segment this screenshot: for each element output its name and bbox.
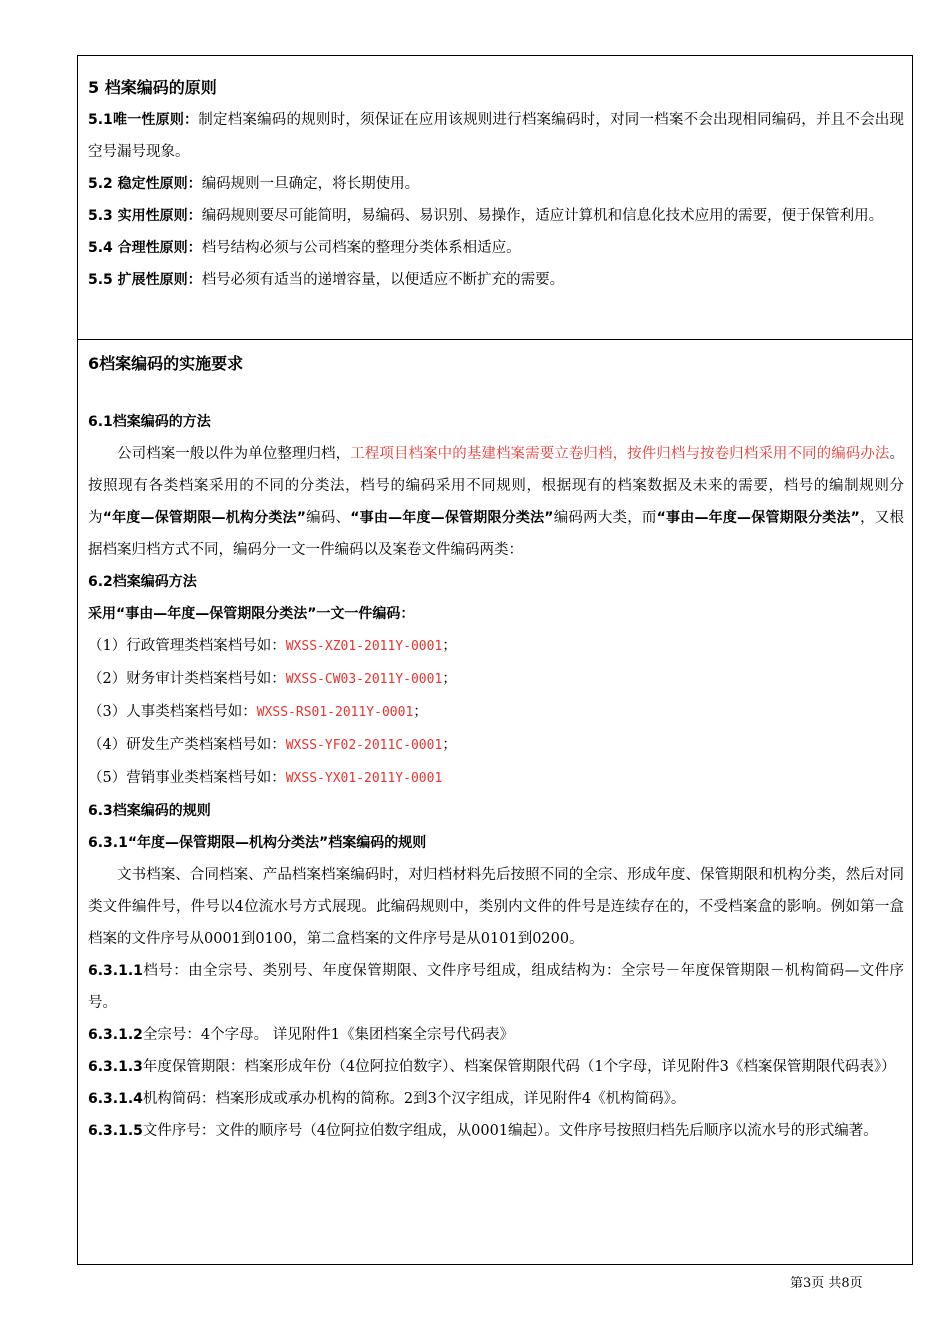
section-6 [78,340,912,1147]
rule-6-3-1-5: 6.3.1.5文件序号：文件的顺序号（4位阿拉伯数字组成，从0001编起）。文件序号按照归档先后顺序以流水号的形式编著。 [88,1123,878,1139]
section-6-3-title: 6.3档案编码的规则 [88,803,211,819]
rule-6-3-1-1: 6.3.1.1档号：由全宗号、类别号、年度保管期限、文件序号组成，组成结构为：全宗号－年度保管期限－机构简码—文件序号。 [88,963,904,1011]
example-code-4: （4）研发生产类档案档号如：WXSS-YF02-2011C-0001； [88,737,457,753]
example-code-3: （3）人事类档案档号如：WXSS-RS01-2011Y-0001； [88,704,428,720]
document-frame [77,55,913,1265]
section-6-3-1-paragraph: 文书档案、合同档案、产品档案档案编码时，对归档材料先后按照不同的全宗、形成年度、保管期限和机构分类，然后对同类文件编件号，件号以4位流水号方式展现。此编码规则中，类别内文件的件号是连续存在的，不受档案盒的影响。例如第一盒档案的文件序号从0001到0100，第二盒档案的文件序号是从0101到0200。 [88,867,904,947]
rule-6-3-1-3: 6.3.1.3年度保管期限：档案形成年份（4位阿拉伯数字）、档案保管期限代码（1个字母，详见附件3《档案保管期限代码表》） [88,1059,896,1075]
example-code-1: （1）行政管理类档案档号如：WXSS-XZ01-2011Y-0001； [88,638,457,654]
example-code-2: （2）财务审计类档案档号如：WXSS-CW03-2011Y-0001； [88,671,457,687]
section-6-2-title: 6.2档案编码方法 [88,574,197,590]
page-number: 第3页 共8页 [790,1276,863,1291]
section-6-3-1-title: 6.3.1“年度—保管期限—机构分类法”档案编码的规则 [88,835,427,851]
rule-6-3-1-2: 6.3.1.2全宗号：4个字母。 详见附件1《集团档案全宗号代码表》 [88,1027,514,1043]
section-6-2-subtitle: 采用“事由—年度—保管期限分类法”一文一件编码： [88,606,415,622]
section-6-title: 6档案编码的实施要求 [88,354,244,373]
section-5 [78,56,912,340]
section-6-1-paragraph: 公司档案一般以件为单位整理归档，工程项目档案中的基建档案需要立卷归档，按件归档与按卷归档采用不同的编码办法。按照现有各类档案采用的不同的分类法，档号的编码采用不同规则，根据现有的档案数据及未来的需要，档号的编制规则分为“年度—保管期限—机构分类法”编码、“事由—年度—保管期限分类法”编码两大类，而“事由—年度—保管期限分类法”，又根据档案归档方式不同，编码分一文一件编码以及案卷文件编码两类： [88,446,905,558]
rule-6-3-1-4: 6.3.1.4机构简码：档案形成或承办机构的简称。2到3个汉字组成，详见附件4《机构简码》。 [88,1091,686,1107]
principle-5-4: 5.4 合理性原则：档号结构必须与公司档案的整理分类体系相适应。 [88,240,521,256]
principle-5-2: 5.2 稳定性原则：编码规则一旦确定，将长期使用。 [88,176,420,192]
principle-5-3: 5.3 实用性原则：编码规则要尽可能简明，易编码、易识别、易操作，适应计算机和信息化技术应用的需要，便于保管利用。 [88,208,884,224]
principle-5-1: 5.1唯一性原则：制定档案编码的规则时，须保证在应用该规则进行档案编码时，对同一档案不会出现相同编码，并且不会出现空号漏号现象。 [88,112,904,160]
section-5-title: 5 档案编码的原则 [88,78,217,97]
example-code-5: （5）营销事业类档案档号如：WXSS-YX01-2011Y-0001 [88,770,443,786]
principle-5-5: 5.5 扩展性原则：档号必须有适当的递增容量，以便适应不断扩充的需要。 [88,272,565,288]
section-6-1-title: 6.1档案编码的方法 [88,414,211,430]
